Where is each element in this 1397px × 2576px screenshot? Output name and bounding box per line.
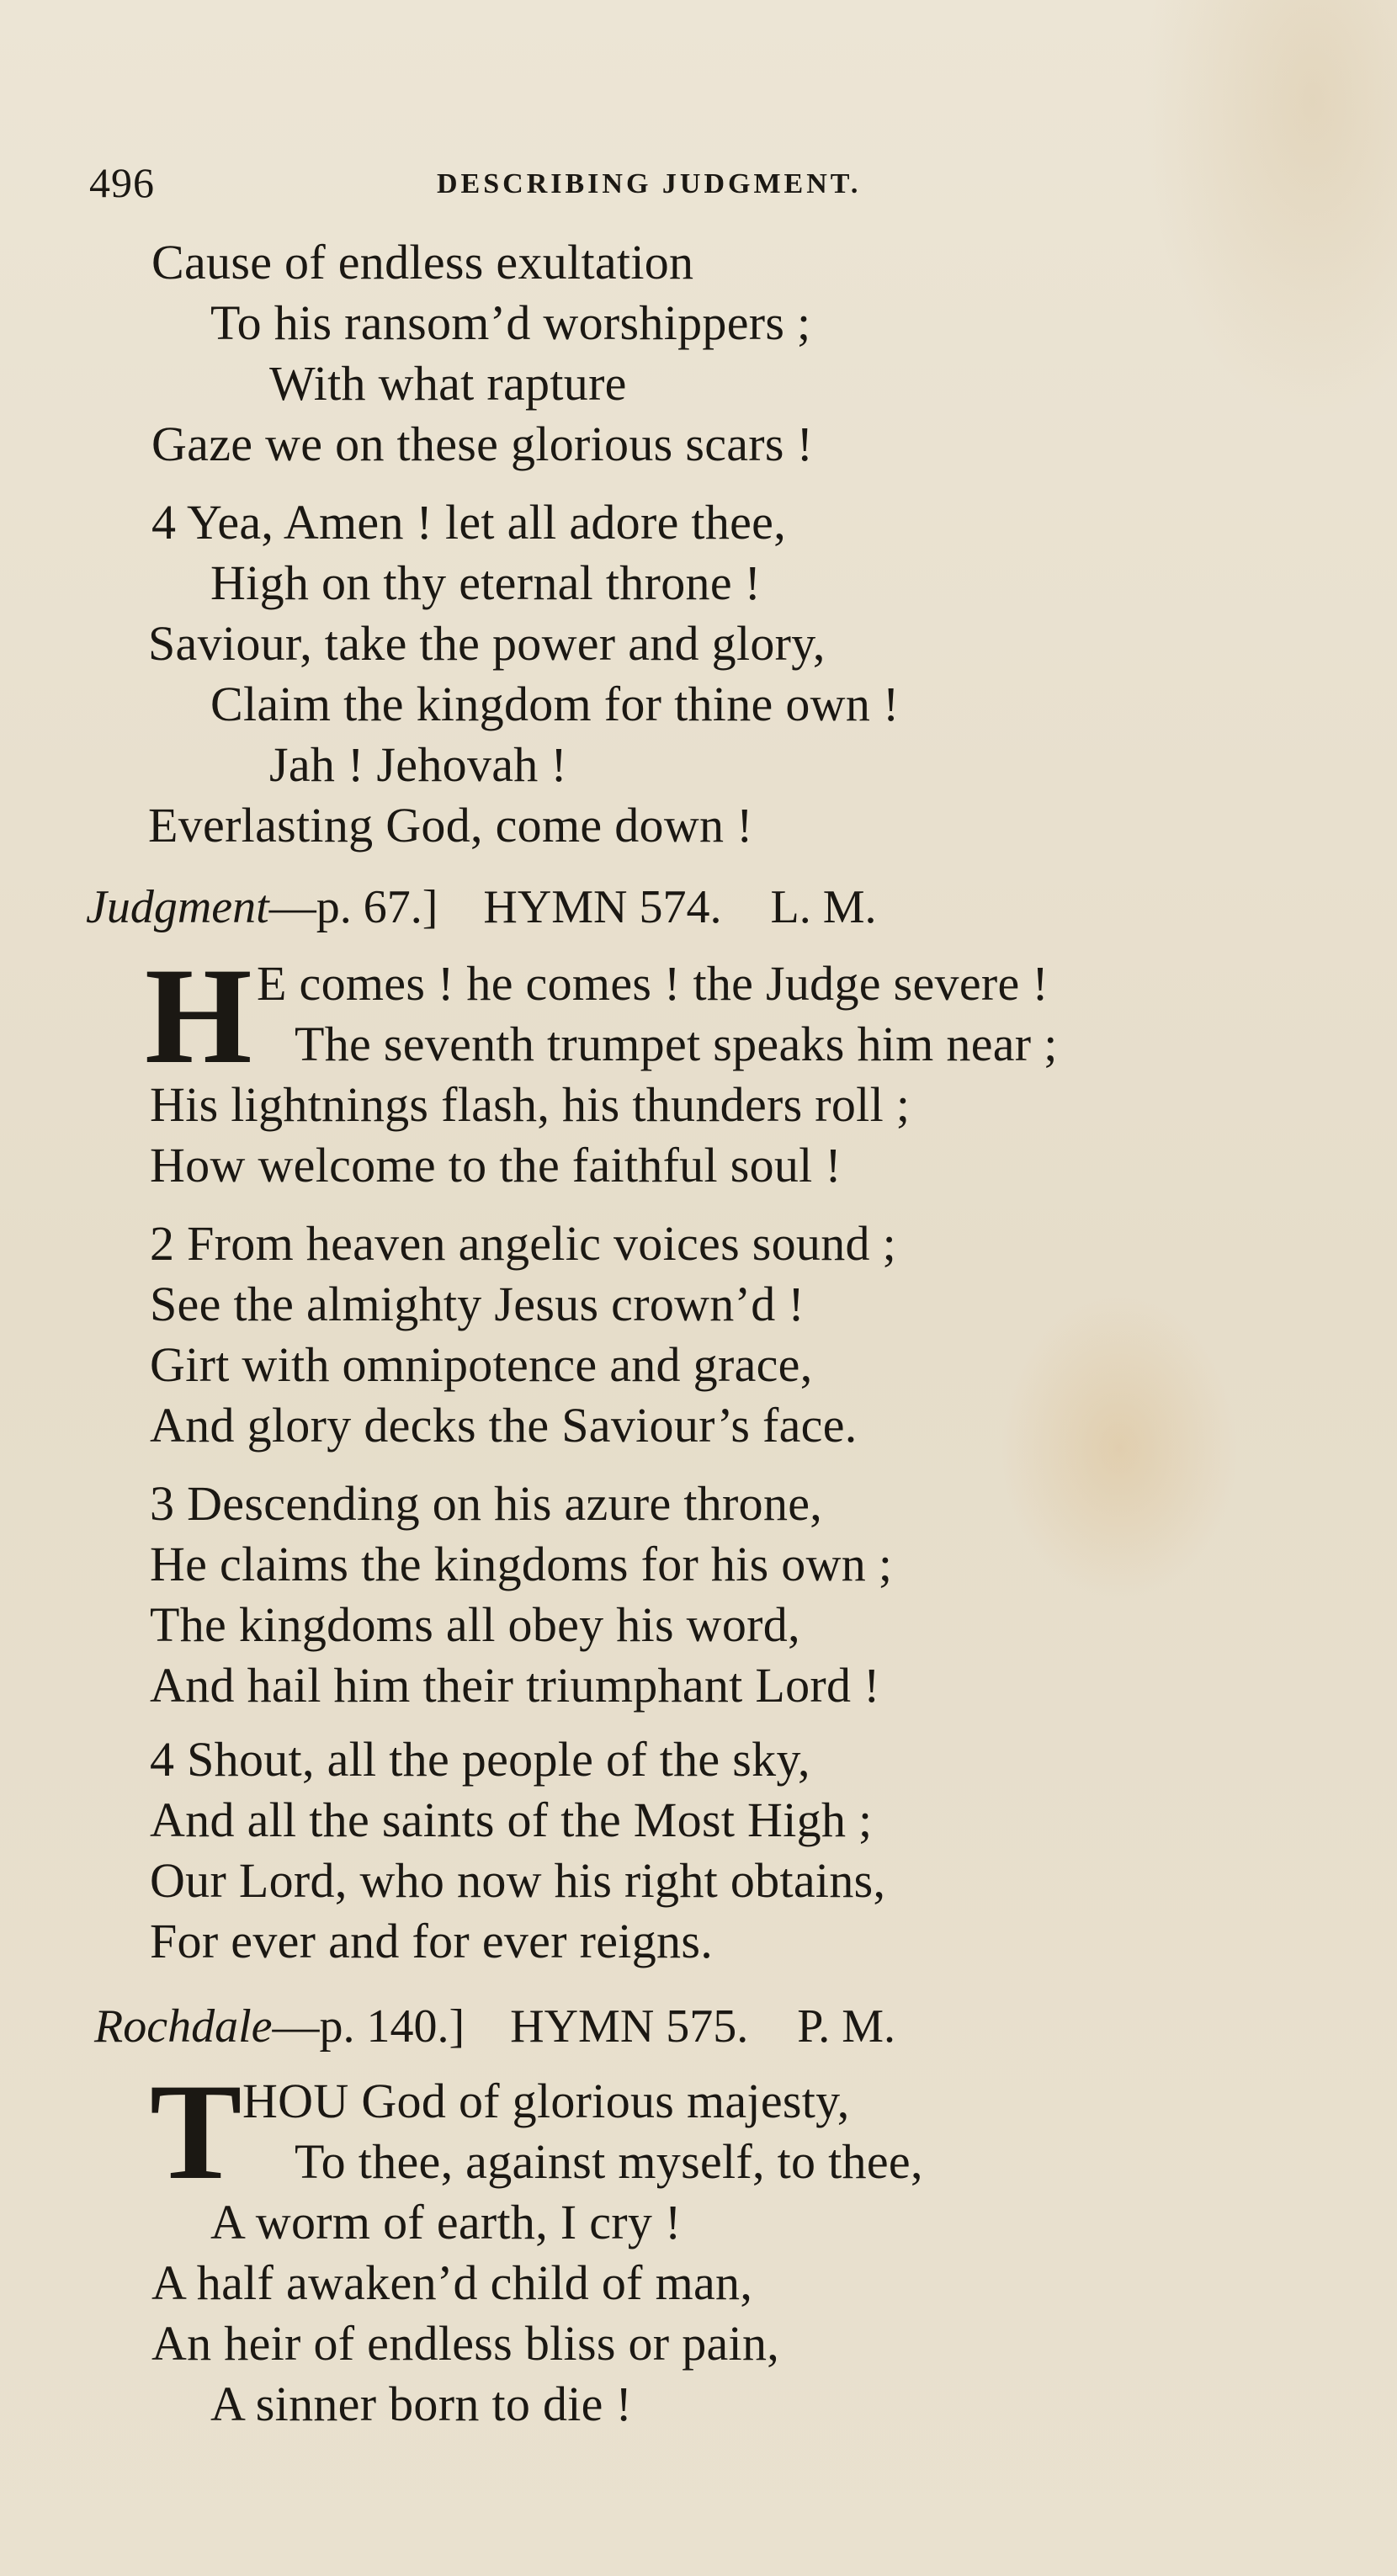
verse-line: To his ransom’d worshippers ; <box>210 295 811 350</box>
hymn-number: HYMN 574. <box>483 881 722 933</box>
hymn-575-heading <box>94 2000 895 2053</box>
verse-line: And all the saints of the Most High ; <box>150 1793 873 1847</box>
verse-line: Everlasting God, come down ! <box>148 798 753 852</box>
verse-line: HOU God of glorious majesty, <box>242 2074 850 2128</box>
verse-line: Gaze we on these glorious scars ! <box>151 417 814 471</box>
verse-line: 2 From heaven angelic voices sound ; <box>150 1216 897 1271</box>
verse-line: With what rapture <box>269 356 627 411</box>
verse-line: High on thy eternal throne ! <box>210 555 762 610</box>
verse-line: He claims the kingdoms for his own ; <box>150 1537 893 1591</box>
verse-line: And glory decks the Saviour’s face. <box>150 1398 858 1453</box>
running-head <box>89 158 973 209</box>
verse-line: Saviour, take the power and glory, <box>148 616 826 671</box>
verse-line: And hail him their triumphant Lord ! <box>150 1658 880 1713</box>
verse-line: See the almighty Jesus crown’d ! <box>150 1277 805 1331</box>
verse-line: Claim the kingdom for thine own ! <box>210 677 900 731</box>
verse-line: 4 Shout, all the people of the sky, <box>150 1732 810 1787</box>
verse-line: Cause of endless exultation <box>151 235 694 289</box>
tune-name: Judgment <box>86 881 269 933</box>
verse-line: A sinner born to die ! <box>210 2377 633 2431</box>
drop-cap: H <box>145 940 252 1092</box>
verse-line: 4 Yea, Amen ! let all adore thee, <box>151 495 787 550</box>
page-number: 496 <box>89 159 155 206</box>
verse-line: The kingdoms all obey his word, <box>150 1597 800 1652</box>
tune-name: Rochdale <box>94 2000 273 2053</box>
verse-line: A half awaken’d child of man, <box>151 2255 753 2310</box>
verse-line: Our Lord, who now his right obtains, <box>150 1853 886 1908</box>
verse-line: Jah ! Jehovah ! <box>269 737 568 792</box>
hymn-number: HYMN 575. <box>510 2000 749 2053</box>
page-reference: —p. 140.] <box>272 2000 465 2053</box>
running-title: DESCRIBING JUDGMENT. <box>437 168 862 199</box>
drop-cap: T <box>150 2056 242 2208</box>
page-reference: —p. 67.] <box>268 881 438 933</box>
verse-line: A worm of earth, I cry ! <box>210 2195 682 2249</box>
verse-line: For ever and for ever reigns. <box>150 1914 713 1968</box>
verse-line: His lightnings flash, his thunders roll ; <box>150 1077 911 1132</box>
verse-line: How welcome to the faithful soul ! <box>150 1138 842 1192</box>
verse-line: To thee, against myself, to thee, <box>295 2134 923 2189</box>
hymn-574-heading <box>86 881 877 933</box>
verse-line: E comes ! he comes ! the Judge severe ! <box>257 956 1049 1011</box>
hymn-meter: P. M. <box>797 2000 895 2053</box>
verse-line: The seventh trumpet speaks him near ; <box>295 1017 1058 1071</box>
hymn-meter: L. M. <box>770 881 877 933</box>
verse-line: An heir of endless bliss or pain, <box>151 2316 780 2371</box>
verse-line: Girt with omnipotence and grace, <box>150 1337 813 1392</box>
verse-line: 3 Descending on his azure throne, <box>150 1476 823 1531</box>
